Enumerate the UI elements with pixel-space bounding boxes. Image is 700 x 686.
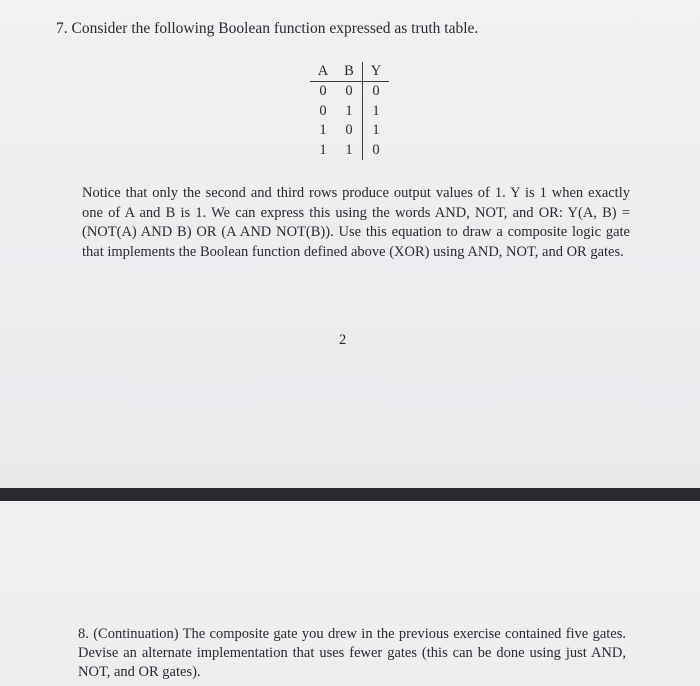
cell-a: 0 [319, 83, 327, 100]
page-divider [0, 488, 700, 501]
cell-y: 1 [363, 121, 390, 141]
cell-b: 1 [345, 102, 353, 119]
table-row [310, 102, 389, 122]
cell-a: 1 [319, 141, 327, 158]
truth-table-header-row [310, 62, 389, 82]
cell-a: 1 [319, 122, 327, 139]
cell-y: 0 [363, 82, 390, 102]
cell-y: 1 [363, 102, 390, 122]
table-row [310, 141, 389, 161]
header-b: B [336, 62, 363, 82]
cell-b: 0 [345, 122, 353, 139]
question-7-body: Notice that only the second and third rows produce output values of 1. Y is 1 when exactly one of A and B is 1. We can express this using the words AND, NOT, and OR: Y(A, B) = (NOT(A) AND B) OR (A AND NOT(B)). Use this equation to draw a composite logic gate that implements the Boolean function defined above (XOR) using AND, NOT, and OR gates. [82, 185, 630, 260]
cell-a: 0 [319, 102, 327, 119]
cell-b: 1 [345, 141, 353, 158]
header-y: Y [363, 62, 390, 82]
table-row [310, 82, 389, 102]
cell-y: 0 [363, 141, 390, 161]
cell-b: 0 [345, 83, 353, 100]
question-8-text: 8. (Continuation) The composite gate you drew in the previous exercise contained five gates. Devise an alternate implementation that uses fewer gates (this can be done using just AND, NOT, and OR gates). [78, 626, 626, 680]
table-row [310, 121, 389, 141]
question-7-heading: 7. Consider the following Boolean function expressed as truth table. [56, 20, 479, 37]
page-number: 2 [339, 332, 347, 348]
truth-table [310, 62, 389, 160]
header-a: A [310, 62, 336, 82]
